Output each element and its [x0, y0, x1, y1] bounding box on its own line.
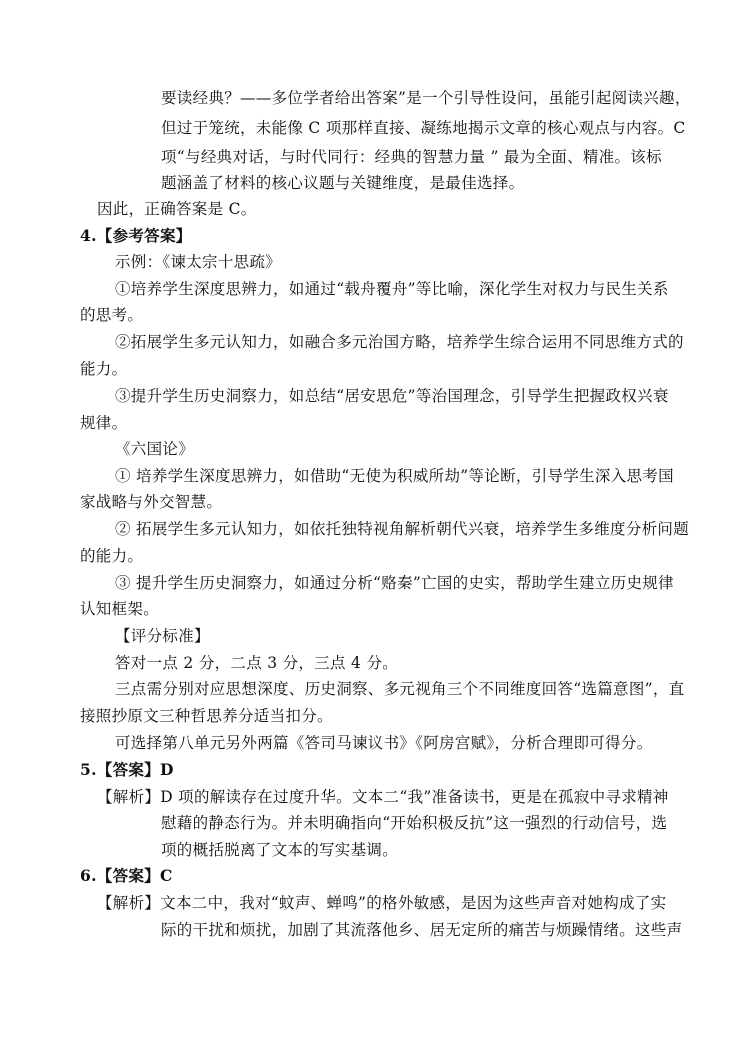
q5-heading: 5.【答案】D: [80, 760, 174, 779]
title-line: 《六国论》: [115, 440, 195, 458]
text-line: 能力。: [80, 360, 128, 378]
text-line: 三点需分别对应思想深度、历史洞察、多元视角三个不同维度回答“选篇意图”，直: [115, 680, 685, 698]
text-line: ①培养学生深度思辨力，如通过“载舟覆舟”等比喻，深化学生对权力与民生关系: [115, 280, 669, 298]
text-line: ②拓展学生多元认知力，如融合多元治国方略，培养学生综合运用不同思维方式的: [115, 333, 684, 351]
criteria-heading: 【评分标准】: [115, 627, 210, 645]
text-line: 【解析】D 项的解读存在过度升华。文本二“我”准备读书，更是在孤寂中寻求精神: [97, 788, 669, 806]
text-line: 慰藉的静态行为。并未明确指向“开始积极反抗”这一强烈的行动信号，选: [161, 814, 668, 832]
text-line: ③ 提升学生历史洞察力，如通过分析“赂秦”亡国的史实，帮助学生建立历史规律: [115, 574, 674, 592]
text-line: 的思考。: [80, 306, 144, 324]
text-line: 认知框架。: [80, 600, 160, 618]
text-line: 可选择第八单元另外两篇《答司马谏议书》《阿房宫赋》，分析合理即可得分。: [115, 734, 653, 752]
text-line: 家战略与外交智慧。: [80, 493, 223, 511]
text-line: 接照抄原文三种哲思养分适当扣分。: [80, 707, 333, 725]
text-line: 但过于笼统，未能像 C 项那样直接、凝练地揭示文章的核心观点与内容。C: [161, 119, 686, 137]
text-line: 项“与经典对话，与时代同行：经典的智慧力量 ” 最为全面、精准。该标: [161, 148, 662, 166]
text-line: 答对一点 2 分，二点 3 分，三点 4 分。: [115, 654, 399, 672]
q6-heading: 6.【答案】C: [80, 866, 173, 885]
text-line: 题涵盖了材料的核心议题与关键维度，是最佳选择。: [161, 174, 525, 192]
text-line: ③提升学生历史洞察力，如总结“居安思危”等治国理念，引导学生把握政权兴衰: [115, 387, 669, 405]
q4-heading: 4.【参考答案】: [80, 226, 192, 245]
text-line: 项的概括脱离了文本的写实基调。: [161, 841, 399, 859]
text-line: 【解析】文本二中，我对“蚊声、蝉鸣”的格外敏感，是因为这些声音对她构成了实: [97, 894, 667, 912]
text-line: 的能力。: [80, 547, 144, 565]
text-line: ② 拓展学生多元认知力，如依托独特视角解析朝代兴衰，培养学生多维度分析问题: [115, 520, 690, 538]
example-line: 示例：《谏太宗十思疏》: [115, 253, 282, 271]
conclusion-line: 因此，正确答案是 C。: [97, 200, 257, 218]
text-line: 际的干扰和烦扰，加剧了其流落他乡、居无定所的痛苦与烦躁情绪。这些声: [161, 921, 683, 939]
text-line: ① 培养学生深度思辨力，如借助“无使为积威所劫”等论断，引导学生深入思考国: [115, 467, 674, 485]
text-line: 规律。: [80, 414, 128, 432]
text-line: 要读经典？——多位学者给出答案”是一个引导性设问，虽能引起阅读兴趣，: [161, 89, 691, 107]
